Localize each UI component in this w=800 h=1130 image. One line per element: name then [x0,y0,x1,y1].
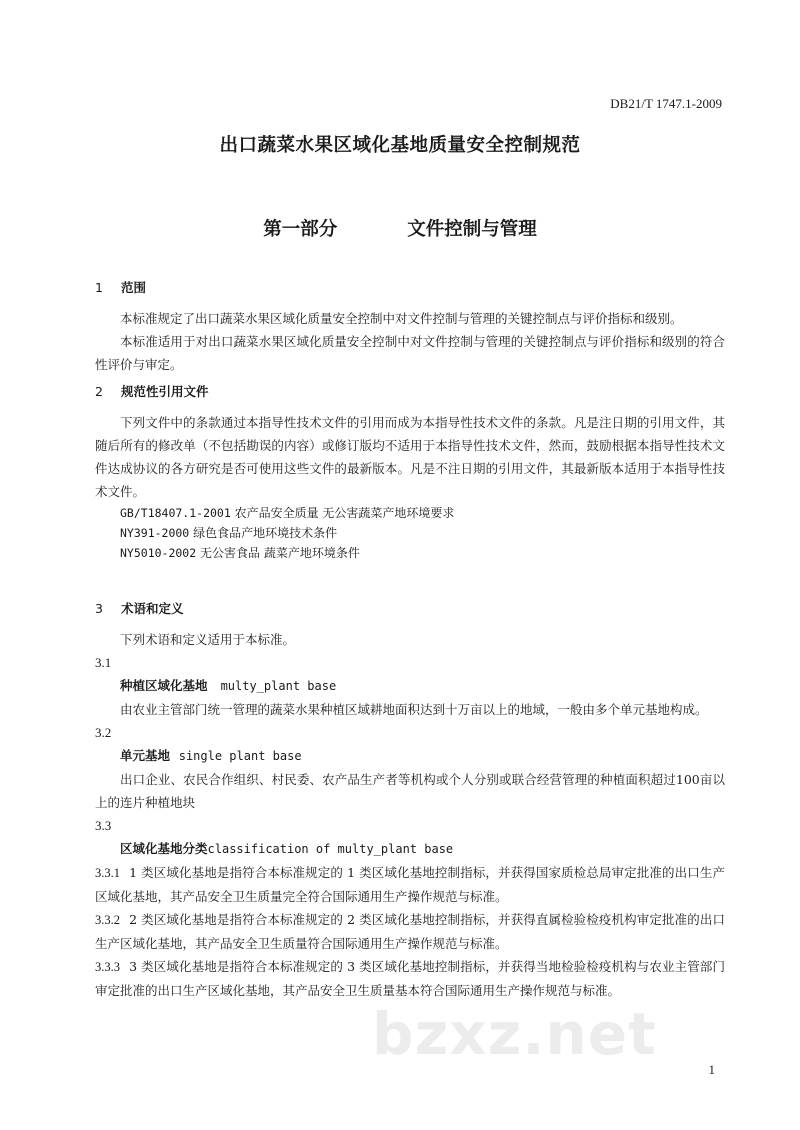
section-title: 术语和定义 [121,601,184,616]
standard-code: DB21/T 1747.1-2009 [610,96,722,111]
clause-number: 3.1 [95,655,112,670]
term-english: single plant base [178,749,302,763]
paragraph: 本标准适用于对出口蔬菜水果区域化质量安全控制中对文件控制与管理的关键控制点与评价指标和级别的符合性评价与审定。 [95,334,725,372]
reference-title: 绿色食品产地环境技术条件 [193,526,338,540]
clause-number: 3.3 [95,818,112,833]
term-name: 区域化基地分类 [120,841,208,856]
paragraph: 下列术语和定义适用于本标准。 [120,632,296,647]
part-name: 文件控制与管理 [407,219,537,240]
term-name: 单元基地 [120,748,171,763]
section-title: 规范性引用文件 [121,384,209,399]
reference-item [120,503,725,523]
section-number: 1 [95,280,103,295]
section-number: 3 [95,601,103,616]
subclause-text: 1 类区域化基地是指符合本标准规定的 1 类区域化基地控制指标，并获得国家质检总局审定批准的出口生产区域化基地，其产品安全卫生质量完全符合国际通用生产操作规范与标准。 [95,865,725,904]
document-body [95,276,725,1002]
document-title: 出口蔬菜水果区域化基地质量安全控制规范 [219,135,581,156]
page-number: 1 [708,1062,715,1077]
term-english: multy_plant base [220,679,337,693]
reference-item [120,543,725,563]
section-heading [95,380,725,403]
section-title: 范围 [121,280,147,295]
reference-title: 农产品安全质量 无公害蔬菜产地环境要求 [234,506,455,520]
term-name: 种植区域化基地 [120,678,208,693]
reference-title: 无公害食品 蔬菜产地环境条件 [200,546,360,560]
subclause [95,861,725,908]
watermark: bzxz.net [372,1000,657,1068]
term-english: classification of multy_plant base [207,842,454,856]
term-heading [120,744,725,768]
subclause [95,908,725,955]
subclause-text: 3 类区域化基地是指符合本标准规定的 3 类区域化基地控制指标，并获得当地检验检疫机构与农业主管部门审定批准的出口生产区域化基地，其产品安全卫生质量基本符合国际通用生产操作规范与标准。 [95,959,725,998]
section-number: 2 [95,384,103,399]
section-heading [95,276,725,299]
reference-item [120,523,725,543]
section-heading [95,597,725,620]
subclause [95,955,725,1002]
reference-code: NY5010-2002 [120,546,197,560]
term-heading [120,674,725,698]
part-title [0,215,800,241]
paragraph: 本标准规定了出口蔬菜水果区域化质量安全控制中对文件控制与管理的关键控制点与评价指标和级别。 [120,311,683,326]
clause-number: 3.2 [95,725,112,740]
subclause-number: 3.3.1 [95,866,120,880]
reference-code: GB/T18407.1-2001 [120,506,231,520]
term-definition: 出口企业、农民合作组织、村民委、农产品生产者等机构或个人分别或联合经营管理的种植面积超过100亩以上的连片种植地块 [95,772,725,810]
term-heading [120,837,725,861]
subclause-number: 3.3.3 [95,960,120,974]
subclause-number: 3.3.2 [95,913,120,927]
subclause-text: 2 类区域化基地是指符合本标准规定的 2 类区域化基地控制指标，并获得直属检验检疫机构审定批准的出口生产区域化基地，其产品安全卫生质量符合国际通用生产操作规范与标准。 [95,912,725,951]
reference-code: NY391-2000 [120,526,190,540]
paragraph: 下列文件中的条款通过本指导性技术文件的引用而成为本指导性技术文件的条款。凡是注日期的引用文件，其随后所有的修改单（不包括勘误的内容）或修订版均不适用于本指导性技术文件，然而，鼓励根据本指导性技术文件达成协议的各方研究是否可使用这些文件的最新版本。凡是不注日期的引用文件，其最新版本适用于本指导性技术文件。 [95,415,725,499]
term-definition: 由农业主管部门统一管理的蔬菜水果种植区域耕地面积达到十万亩以上的地域，一般由多个单元基地构成。 [120,702,708,717]
part-label: 第一部分 [263,219,338,240]
